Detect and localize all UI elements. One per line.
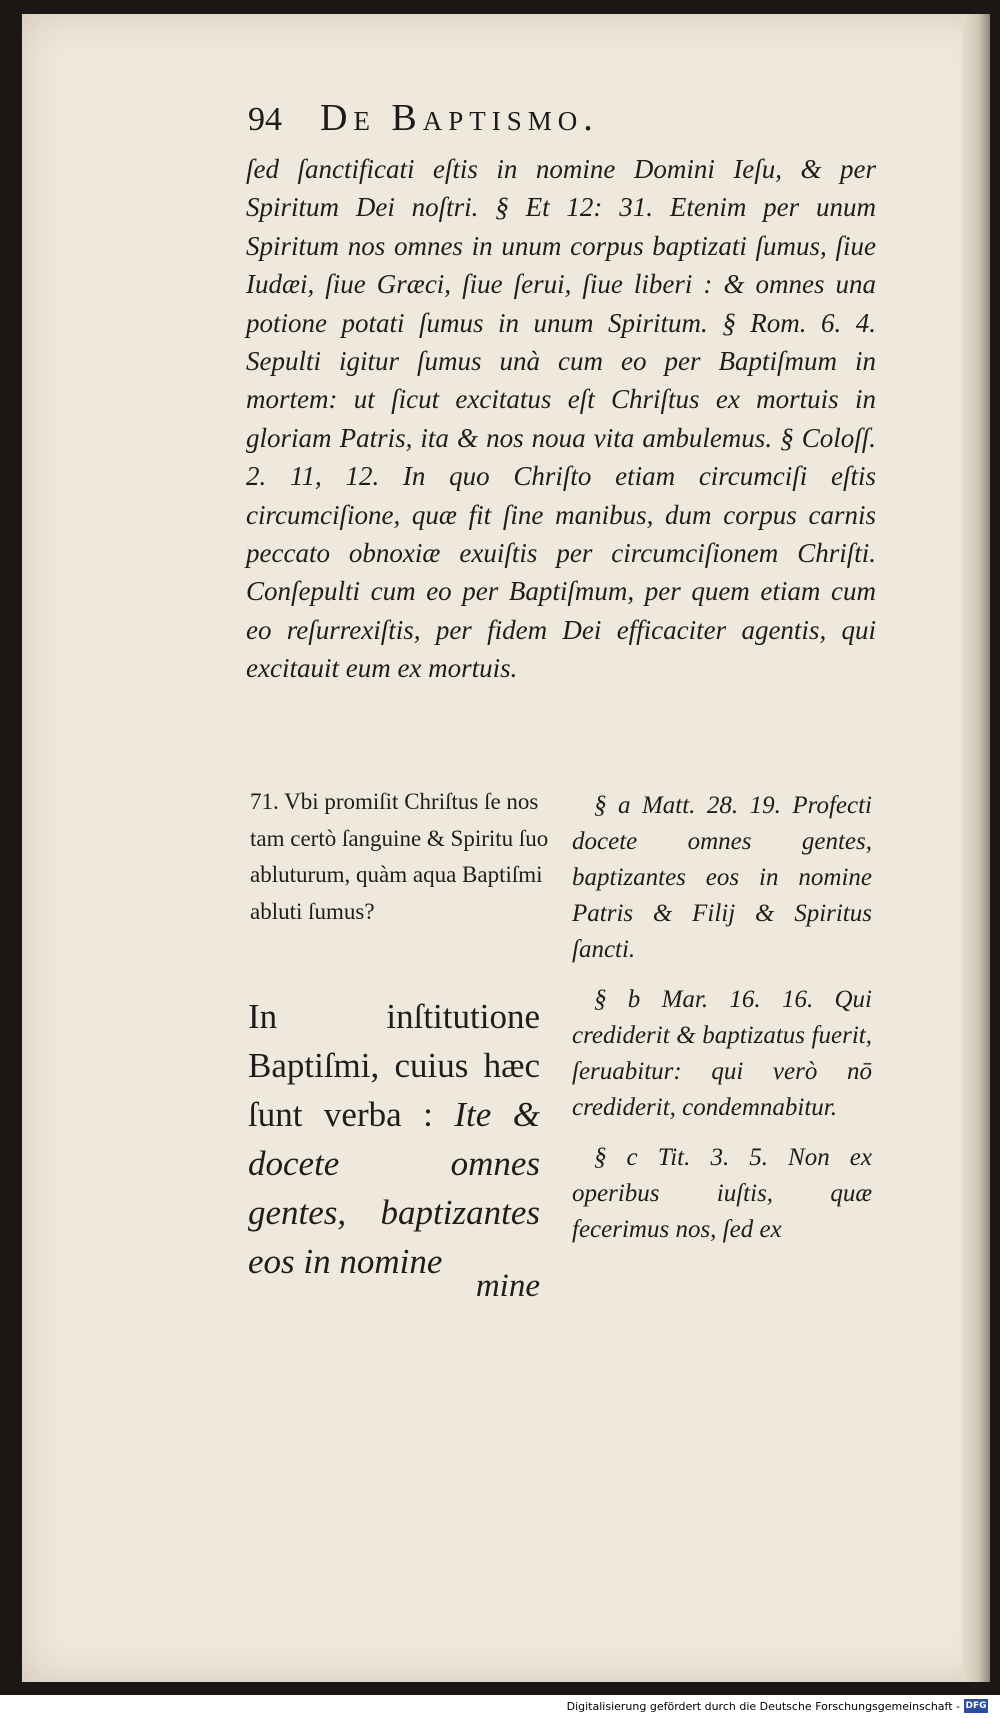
note-a: § a Matt. 28. 19. Profecti docete omnes gentes, baptizantes eos in nomine Patris & Filij & Spiritus ſancti. — [572, 792, 872, 963]
dfg-logo-icon: DFG — [965, 1701, 987, 1711]
running-head: De Baptismo. — [320, 97, 599, 139]
main-text-block: ſed ſanctificati eſtis in nomine Domini Ieſu, & per Spiritum Dei noſtri. § Et 12: 31. Etenim per unum Spiritum nos omnes in unum corpus baptizati ſumus, ſiue Iudæi, ſiue Græci, ſiue ſerui, ſiue liberi : & omnes una potione potati ſumus in unum Spiritum. § Rom. 6. 4. Sepulti igitur ſumus unà cum eo per Baptiſmum in mortem: ut ſicut excitatus eſt Chriſtus ex mortuis in gloriam Patris, ita & nos noua vita ambulemus. § Coloſſ. 2. 11, 12. In quo Chriſto etiam circumciſi eſtis circumciſione, quæ fit ſine manibus, dum corpus carnis peccato obnoxiæ exuiſtis per circumciſionem Chriſti. Conſepulti cum eo per Baptiſmum, per quem etiam cum eo reſurrexiſtis, per fidem Dei efficaciter agentis, qui excitauit eum ex mortuis. — [246, 154, 876, 684]
catchword: mine — [475, 1268, 540, 1304]
footer-bar — [0, 1695, 1000, 1719]
note-c: § c Tit. 3. 5. Non ex operibus iuſtis, quæ fecerimus nos, ſed ex — [572, 1144, 872, 1243]
answer-italic: Ite & docete omnes gentes, baptizantes eos in nomine — [248, 1095, 541, 1281]
page-gutter — [962, 14, 990, 1682]
footer-credit: Digitalisierung gefördert durch die Deutsche Forschungsgemeinschaft - — [566, 1700, 960, 1713]
question-71: 71. Vbi promiſit Chriſtus ſe nos tam certò ſanguine & Spiritu ſuo abluturum, quàm aqua Baptiſmi abluti ſumus? — [250, 789, 549, 924]
answer-text — [248, 992, 540, 1286]
page-number: 94 — [248, 101, 282, 138]
page-header — [248, 96, 768, 148]
note-b: § b Mar. 16. 16. Qui crediderit & baptizatus fuerit, ſeruabitur: qui verò nō crediderit, condemnabitur. — [572, 986, 872, 1121]
margin-notes — [572, 788, 872, 1262]
answer-plain: In inſtitutione Baptiſmi, cuius hæc ſunt verba : — [248, 997, 540, 1134]
